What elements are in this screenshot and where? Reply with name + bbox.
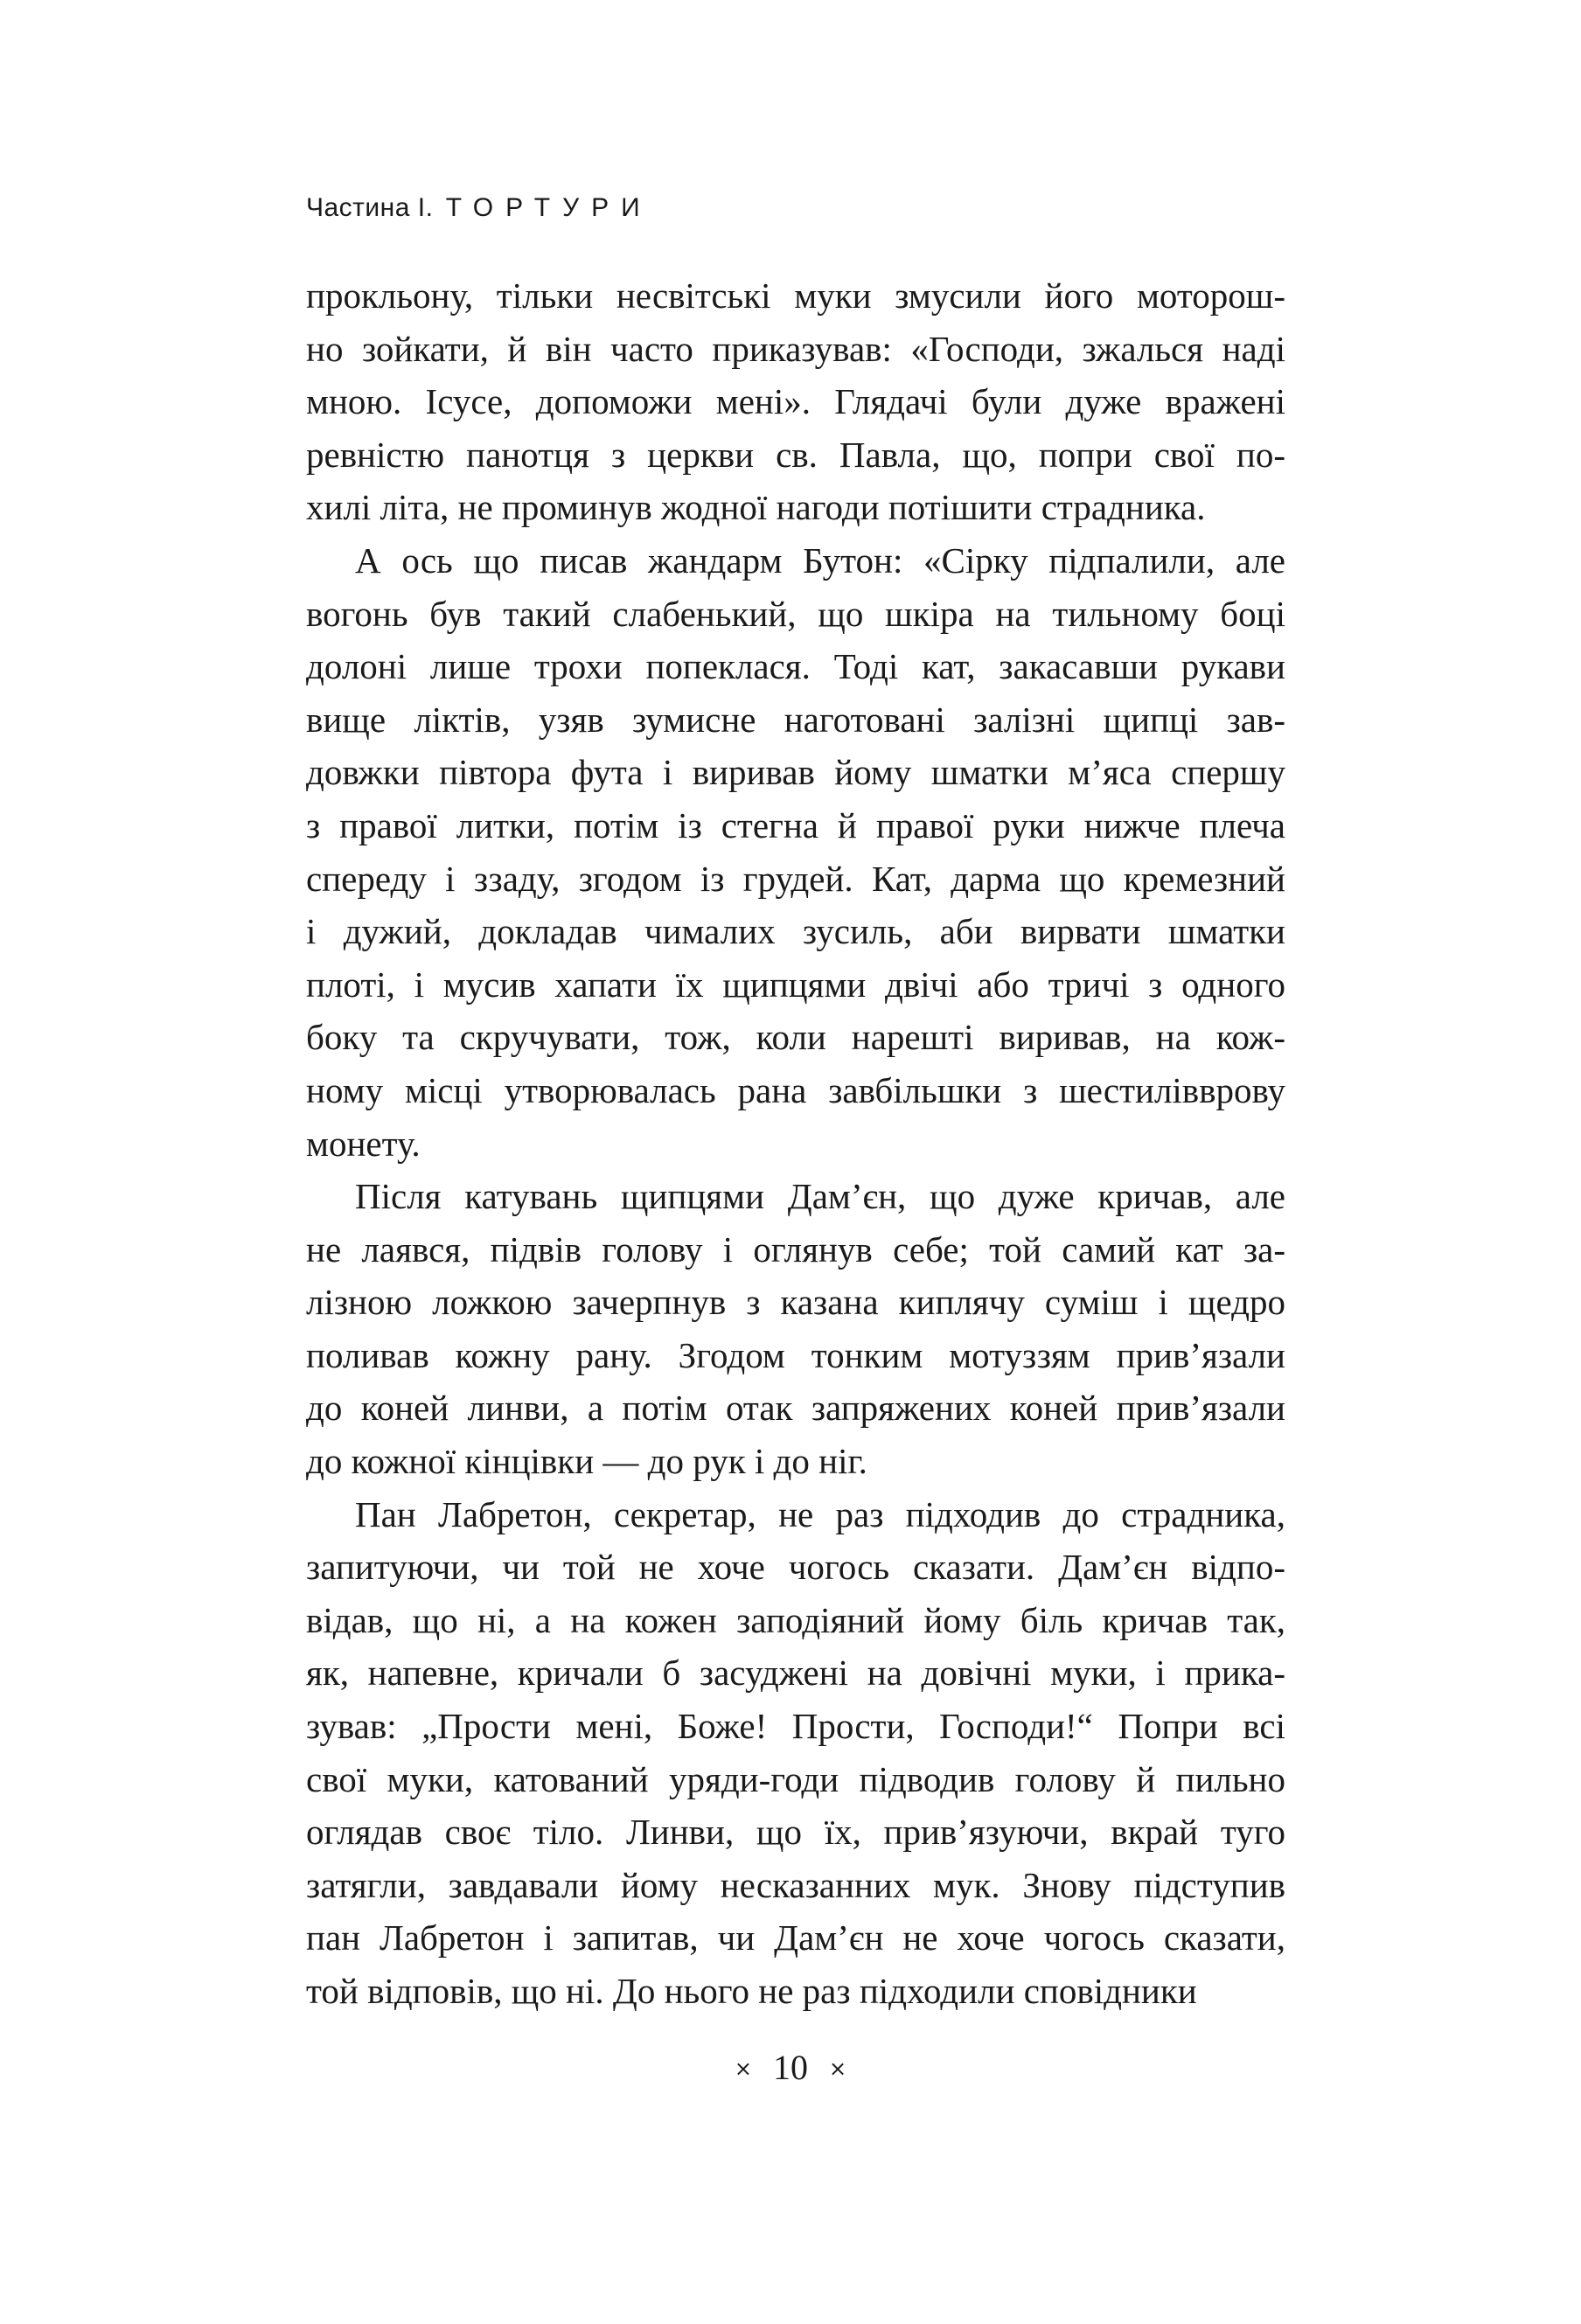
text-line: і дужий, докладав чималих зусиль, аби вирвати шматки (306, 911, 1285, 952)
folio-mark-right: × (829, 2056, 847, 2081)
text-line: лізною ложкою зачерпнув з казана киплячу суміш і щедро (306, 1282, 1285, 1323)
text-line: відав, що ні, а на кожен заподіяний йому біль кричав так, (306, 1599, 1285, 1640)
text-line: вогонь був такий слабенький, що шкіра на тильному боці (306, 593, 1285, 634)
chapter-title: ТОРТУРИ (445, 193, 652, 222)
body-text (306, 269, 1285, 2018)
text-line: як, напевне, кричали б засуджені на довічні муки, і прика- (306, 1653, 1285, 1694)
text-line: з правої литки, потім із стегна й правої руки нижче плеча (306, 804, 1285, 845)
text-line: прокльону, тільки несвітські муки змусили його моторош- (306, 275, 1285, 316)
text-line: запитуючи, чи той не хоче чогось сказати. Дам’єн відпо- (306, 1547, 1285, 1588)
text-line: монету. (306, 1123, 421, 1164)
paragraph (306, 1488, 1285, 2018)
text-line: зував: „Прости мені, Боже! Прости, Господи!“ Попри всі (306, 1706, 1285, 1747)
part-label: Частина I. (306, 193, 434, 222)
text-line: мною. Ісусе, допоможи мені». Глядачі були дуже вражені (306, 381, 1285, 422)
text-line: спереду і ззаду, згодом із грудей. Кат, дарма що кремезний (306, 858, 1285, 899)
text-line: той відповів, що ні. До нього не раз підходили сповідники (306, 1971, 1197, 2011)
text-line: долоні лише трохи попеклася. Тоді кат, закасавши рукави (306, 646, 1285, 687)
text-line: вище ліктів, узяв зумисне наготовані залізні щипці зав- (306, 699, 1285, 740)
text-line: ревністю панотця з церкви св. Павла, що, попри свої по- (306, 434, 1285, 475)
paragraph (306, 1170, 1285, 1488)
folio-mark-left: × (734, 2056, 752, 2081)
text-line: плоті, і мусив хапати їх щипцями двічі або тричі з одного (306, 964, 1285, 1005)
text-line: Пан Лабретон, секретар, не раз підходив до страдника, (355, 1493, 1285, 1534)
text-line: довжки півтора фута і виривав йому шматки м’яса спершу (306, 752, 1285, 793)
text-line: затягли, завдавали йому несказанних мук. Знову підступив (306, 1864, 1285, 1905)
paragraph (306, 269, 1285, 534)
paragraph (306, 534, 1285, 1170)
page-number: 10 (773, 2048, 808, 2087)
text-line: ному місці утворювалась рана завбільшки з шестилівврову (306, 1069, 1285, 1110)
text-line: до коней линви, а потім отак запряжених коней прив’язали (306, 1388, 1285, 1429)
text-line: не лаявся, підвів голову і оглянув себе; той самий кат за- (306, 1228, 1285, 1270)
text-line: поливав кожну рану. Згодом тонким мотуззям прив’язали (306, 1334, 1285, 1375)
running-head (306, 191, 652, 226)
text-line: но зойкати, й він часто приказував: «Господи, зжалься наді (306, 328, 1285, 369)
page-footer (0, 2046, 1581, 2091)
text-line: оглядав своє тіло. Линви, що їх, прив’язуючи, вкрай туго (306, 1812, 1285, 1853)
text-line: Після катувань щипцями Дам’єн, що дуже кричав, але (355, 1176, 1285, 1217)
text-line: боку та скручувати, тож, коли нарешті виривав, на кож- (306, 1017, 1285, 1058)
text-line: А ось що писав жандарм Бутон: «Сірку підпалили, але (355, 539, 1285, 581)
text-line: пан Лабретон і запитав, чи Дам’єн не хоче чогось сказати, (306, 1917, 1285, 1959)
text-line: свої муки, катований уряди-годи підводив голову й пильно (306, 1758, 1285, 1799)
text-line: до кожної кінцівки — до рук і до ніг. (306, 1441, 867, 1482)
text-line: хилі літа, не проминув жодної нагоди потішити страдника. (306, 487, 1206, 528)
